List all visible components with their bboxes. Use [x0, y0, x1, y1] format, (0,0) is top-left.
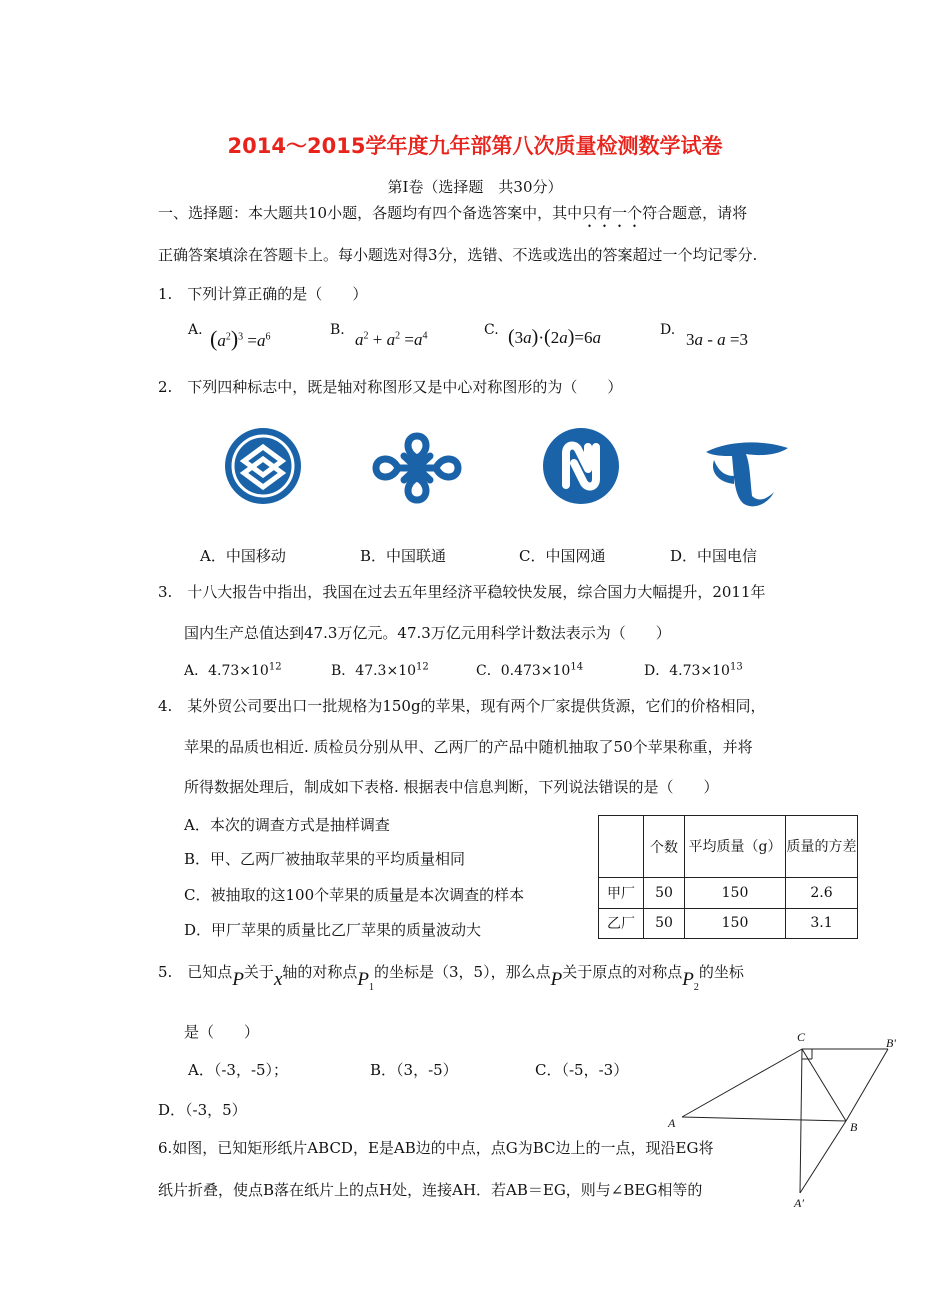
q5-option-c: C．（-5，-3） — [535, 1061, 629, 1079]
segment-c-a-prime — [800, 1049, 802, 1193]
question-6-line-1: 6.如图，已知矩形纸片ABCD，E是AB边的中点，点G为BC边上的一点，现沿EG将 — [158, 1139, 714, 1157]
question-2-stem: 2. 下列四种标志中，既是轴对称图形又是中心对称图形的为（ ） — [158, 378, 623, 396]
question-5-line-1: 5. 已知点P关于x轴的对称点$P_1$的坐标是（3，5），那么点P关于原点的对称点$P_2$的坐标 — [158, 963, 744, 993]
segment-cb — [802, 1049, 846, 1121]
question-5-line-2: 是（ ） — [184, 1023, 260, 1041]
q1-option-d-formula: 3a - a =3 — [686, 330, 749, 349]
q4-option-a: A．本次的调查方式是抽样调查 — [184, 816, 390, 834]
instructions-line-2: 正确答案填涂在答题卡上。每小题选对得3分，选错、不选或选出的答案超过一个均记零分. — [158, 246, 758, 264]
china-netcom-logo-icon — [540, 425, 622, 507]
segment-ac — [682, 1049, 802, 1117]
section-subtitle: 第Ⅰ卷（选择题 共30分） — [387, 178, 563, 196]
china-telecom-logo-icon — [700, 430, 792, 510]
quality-stats-table — [598, 815, 858, 939]
label-b: B — [850, 1120, 858, 1134]
table-header-row — [599, 816, 858, 878]
label-b-prime: B′ — [886, 1036, 896, 1050]
china-mobile-logo-icon — [222, 425, 304, 507]
q3-option-b: B．$47.3\times 10^{12}$ — [331, 661, 429, 679]
instructions-line-1: 一、选择题：本大题共10小题，各题均有四个备选答案中，其中只有一个符合题意，请将 — [158, 204, 748, 222]
emphasis-text: 只有一个 — [582, 204, 643, 222]
question-3-line-1: 3. 十八大报告中指出，我国在过去五年里经济平稳较快发展，综合国力大幅提升，2011年 — [158, 583, 766, 601]
q1-option-a-label: A. — [188, 322, 203, 338]
table-row: 甲厂 50 150 2.6 — [599, 878, 858, 909]
table-row: 乙厂 50 150 3.1 — [599, 908, 858, 939]
q1-option-c-label: C. — [484, 322, 499, 338]
china-unicom-logo-icon — [368, 428, 466, 508]
segment-b-prime-b — [846, 1049, 888, 1121]
table-header-count: 个数 — [644, 816, 685, 878]
question-6-line-2: 纸片折叠，使点B落在纸片上的点H处，连接AH．若AB＝EG，则与∠BEG相等的 — [158, 1181, 703, 1199]
q4-option-b: B．甲、乙两厂被抽取苹果的平均质量相同 — [184, 850, 466, 868]
q3-option-a: A．$4.73\times 10^{12}$ — [184, 661, 282, 679]
q5-option-b: B．（3，-5） — [370, 1061, 458, 1079]
segment-b-a-prime — [800, 1121, 846, 1193]
q1-option-c-formula: (3a)·(2a)=6a — [508, 326, 601, 348]
q2-option-c: C．中国网通 — [519, 547, 606, 565]
q2-option-a: A．中国移动 — [200, 547, 286, 565]
page-title: 2014～2015学年度九年部第八次质量检测数学试卷 — [227, 134, 723, 158]
table-header-mean: 平均质量（g） — [685, 816, 786, 878]
q4-option-c: C．被抽取的这100个苹果的质量是本次调查的样本 — [184, 886, 525, 904]
q3-option-c: C．$0.473\times 10^{14}$ — [476, 661, 584, 679]
question-3-line-2: 国内生产总值达到47.3万亿元。47.3万亿元用科学计数法表示为（ ） — [184, 624, 671, 642]
table-header-variance: 质量的方差 — [786, 816, 858, 878]
geometry-figure — [660, 1025, 910, 1215]
segment-ab — [682, 1117, 846, 1121]
q5-option-a: A．（-3，-5）； — [188, 1061, 289, 1079]
q2-option-d: D．中国电信 — [670, 547, 758, 565]
label-c: C — [797, 1030, 806, 1044]
q1-option-b-label: B. — [330, 322, 345, 338]
q2-option-b: B．中国联通 — [360, 547, 447, 565]
question-4-line-3: 所得数据处理后，制成如下表格. 根据表中信息判断，下列说法错误的是（ ） — [184, 778, 719, 796]
label-a-prime: A′ — [794, 1196, 804, 1210]
q3-option-d: D．$4.73\times 10^{13}$ — [644, 661, 743, 679]
q1-option-a-formula: $(a^2)^3 =a^6$ — [210, 326, 271, 351]
q5-option-d: D．（-3，5） — [158, 1101, 247, 1119]
question-4-line-1: 4. 某外贸公司要出口一批规格为150g的苹果，现有两个厂家提供货源，它们的价格相同， — [158, 697, 766, 715]
q4-option-d: D．甲厂苹果的质量比乙厂苹果的质量波动大 — [184, 921, 482, 939]
q1-option-d-label: D. — [660, 322, 676, 338]
question-1-stem: 1. 下列计算正确的是（ ） — [158, 285, 368, 303]
label-a: A — [668, 1116, 676, 1130]
question-4-line-2: 苹果的品质也相近. 质检员分别从甲、乙两厂的产品中随机抽取了50个苹果称重，并将 — [184, 738, 753, 756]
q1-option-b-formula: $a^2 + a^2 =a^4$ — [355, 330, 428, 349]
